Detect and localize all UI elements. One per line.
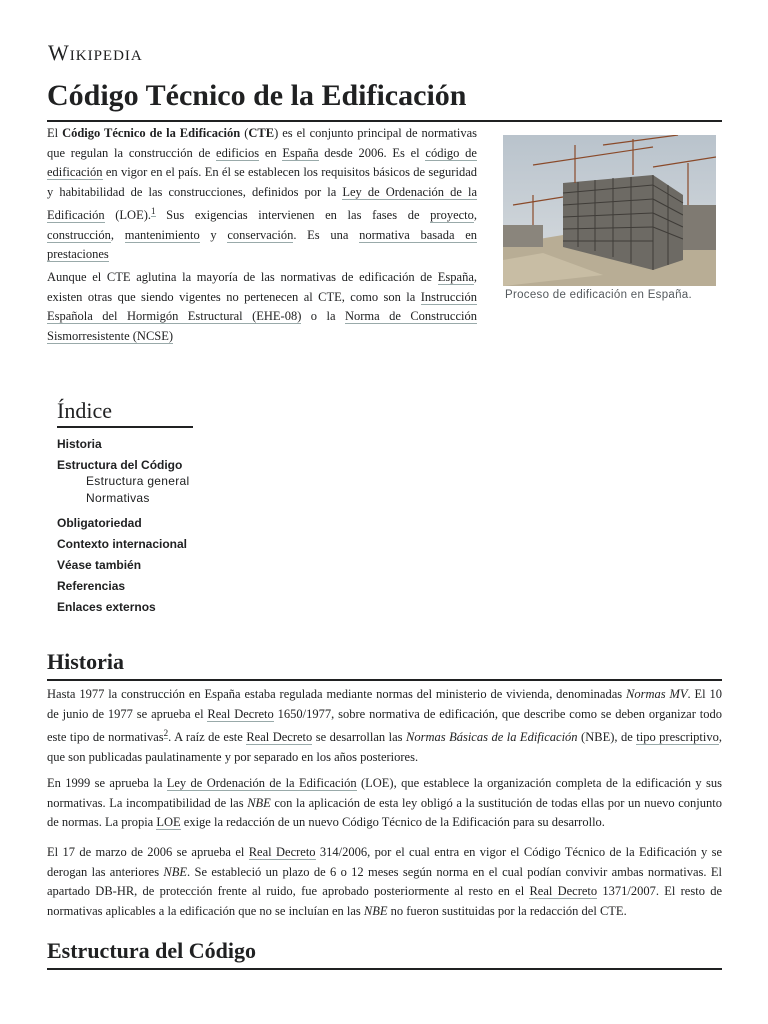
section-heading-historia: Historia [47, 648, 722, 681]
link-tipo-prescriptivo[interactable]: tipo prescriptivo [636, 730, 719, 745]
toc-item-estructura[interactable]: Estructura del Código [57, 458, 183, 472]
historia-paragraph-2: En 1999 se aprueba la Ley de Ordenación de la Edificación (LOE), que establece la organización completa de la edificación y sus normativas. La incompatibilidad de las NBE con la aplicación de esta ley obligó a la sustitución de todas ellas por un nuevo conjunto de normas. La propia LOE exige la redacción de un nuevo Código Técnico de la Edificación para su desarrollo. [47, 776, 723, 829]
toc-item-obligatoriedad[interactable]: Obligatoriedad [57, 516, 142, 530]
wikipedia-logo[interactable]: Wikipedia [48, 40, 143, 65]
toc-item-normativas[interactable]: Normativas [86, 491, 150, 505]
link-real-decreto[interactable]: Real Decreto [207, 706, 274, 721]
link-construccion[interactable]: construcción [47, 227, 111, 242]
construction-photo-drawing [503, 135, 716, 286]
link-mantenimiento[interactable]: mantenimiento [124, 227, 200, 242]
figure-caption: Proceso de edificación en España. [505, 289, 692, 301]
link-espana[interactable]: España [282, 145, 319, 160]
link-ehe[interactable]: Instrucción Española del Hormigón Estructural (EHE-08) [47, 289, 477, 323]
link-loe[interactable]: Ley de Ordenación de la Edificación [47, 184, 477, 223]
toc-item-vease[interactable]: Véase también [57, 558, 142, 572]
lead-paragraph-1: El Código Técnico de la Edificación (CTE) es el conjunto principal de normativas que regulan la construcción de edificios en España desde 2006. Es el código de edificación en vigor en el país. En él se establecen los requisitos básicos de seguridad y habitabilidad de las construcciones, definidos por la Ley de Ordenación de la Edificación (LOE).$^1$ Sus exigencias intervienen en las fases de proyecto, construcción, mantenimiento y conservación. Es una normativa basada en prestaciones [47, 126, 478, 262]
reference-1[interactable]: 1 [151, 206, 156, 216]
toc-item-historia[interactable]: Historia [57, 437, 102, 451]
construction-photo[interactable] [503, 135, 716, 286]
link-conservacion[interactable]: conservación [227, 227, 294, 242]
link-ncse[interactable]: Norma de Construcción Sismorresistente (NCSE) [47, 309, 477, 343]
link-real-decreto-2[interactable]: Real Decreto [246, 730, 313, 745]
link-espana-2[interactable]: España [437, 270, 474, 284]
link-normativa-prestaciones[interactable]: normativa basada en prestaciones [47, 227, 478, 262]
link-proyecto[interactable]: proyecto [430, 208, 474, 223]
toc-item-estructura-general[interactable]: Estructura general [86, 474, 190, 488]
link-codigo-edificacion[interactable]: código de edificación [47, 145, 477, 179]
section-heading-estructura: Estructura del Código [47, 937, 722, 970]
historia-paragraph-3: El 17 de marzo de 2006 se aprueba el Real Decreto 314/2006, por el cual entra en vigor el Código Técnico de la Edificación y se derogan las anteriores NBE. Se estableció un plazo de 6 o 12 meses según norma en el cual podían convivir ambas normativas. El apartado DB-HR, de protección frente al ruido, fue aprobado posteriormente al resto en el Real Decreto 1371/2007. El resto de normativas aplicables a la edificación que no se incluían en las NBE no fueron sustituidas por la redacción del CTE. [47, 845, 723, 918]
table-of-contents [57, 398, 317, 618]
link-loe-2[interactable]: Ley de Ordenación de la Edificación [166, 776, 357, 790]
link-loe-3[interactable]: LOE [156, 815, 181, 829]
toc-item-enlaces[interactable]: Enlaces externos [57, 600, 156, 614]
lead-paragraph-2: Aunque el CTE aglutina la mayoría de las normativas de edificación de España, existen otras que siendo vigentes no pertenecen al CTE, como son la Instrucción Española del Hormigón Estructural (EHE-08) o la Norma de Construcción Sismorresistente (NCSE) [47, 270, 477, 343]
reference-2[interactable]: 2 [163, 728, 169, 738]
toc-item-contexto[interactable]: Contexto internacional [57, 537, 188, 551]
link-real-decreto-4[interactable]: Real Decreto [529, 884, 598, 898]
toc-item-referencias[interactable]: Referencias [57, 579, 126, 593]
historia-paragraph-1: Hasta 1977 la construcción en España estaba regulada mediante normas del ministerio de vivienda, denominadas Normas MV. El 10 de junio de 1977 se aprueba el Real Decreto 1650/1977, sobre normativa de edificación, que describe como se deben organizar todo este tipo de normativas$^2$. A raíz de este Real Decreto se desarrollan las Normas Básicas de la Edificación (NBE), de tipo prescriptivo, que son publicadas paulatinamente y por separado en los años posteriores. [47, 687, 723, 764]
toc-title: Índice [57, 398, 193, 428]
link-real-decreto-3[interactable]: Real Decreto [248, 845, 316, 859]
link-edificios[interactable]: edificios [216, 145, 260, 160]
page-title: Código Técnico de la Edificación [47, 76, 722, 122]
